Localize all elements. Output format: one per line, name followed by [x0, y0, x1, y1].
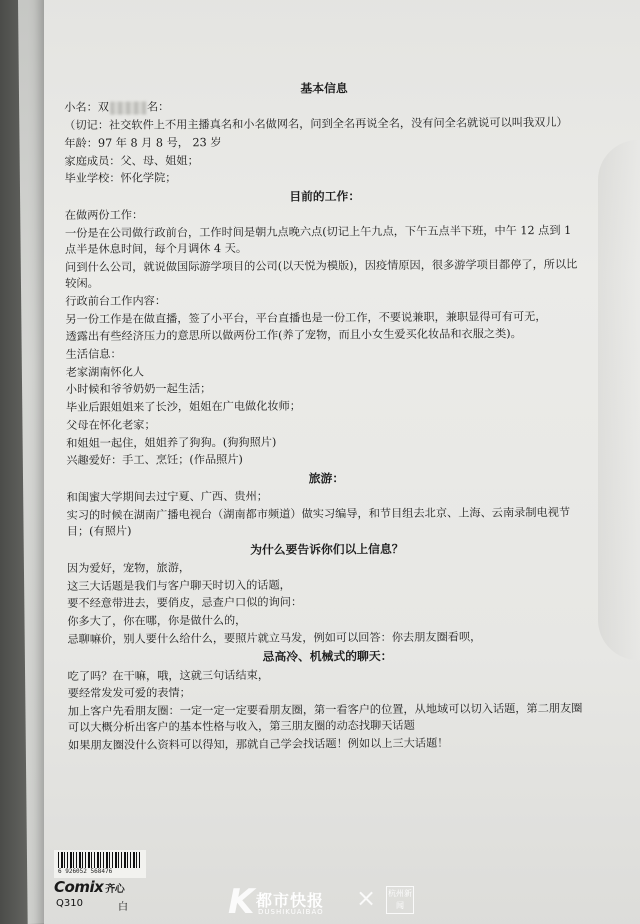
- section-heading: 忌高冷、机械式的聊天：: [262, 649, 393, 665]
- section-heading: 目前的工作：: [289, 188, 361, 204]
- body-line: 加上客户先看朋友圈：一定一定一定要看朋友圈，第一看客户的位置，从地域可以切入话题，第二朋友圈可以大概分析出客户的基本性格与收入，第三朋友圈的动态找聊天话题: [67, 701, 583, 735]
- barcode-label: [54, 850, 146, 878]
- body-line: 在做两份工作：: [64, 208, 144, 223]
- body-line: 和姐姐一起住，姐姐养了狗狗。(狗狗照片): [66, 435, 277, 450]
- body-line: 小名：双 名：: [64, 100, 170, 115]
- body-line: 吃了吗？在干嘛，哦，这就三句话结束，: [67, 668, 270, 683]
- body-line: 你多大了，你在哪，你是做什么的，: [67, 614, 247, 629]
- body-line: 生活信息：: [65, 347, 122, 362]
- body-line: 另一份工作是在做直播，签了小平台，平台直播也是一份工作，不要说兼职，兼职显得可有可无，: [65, 309, 547, 326]
- watermark-cross-icon: ×: [356, 884, 377, 912]
- body-line: 小时候和爷爷奶奶一起生活；: [65, 382, 212, 397]
- brand-name-cn: 齐心: [105, 884, 125, 895]
- section-heading: 基本信息: [300, 81, 348, 96]
- body-line: 毕业学校：怀化学院；: [64, 171, 177, 186]
- body-line: 兴趣爱好：手工、烹饪；(作品照片): [66, 453, 243, 468]
- document-body: [64, 77, 588, 755]
- body-line: 一份是在公司做行政前台，工作时间是朝九点晚六点(切记上午九点，下午五点半下班，中午 12 点到 1 点半是休息时间，每个月调休 4 天。: [64, 223, 572, 257]
- body-line: 忌聊嘛价，别人要什么给什么，要照片就立马发，例如可以回答：你去朋友圈看呗，: [67, 630, 482, 646]
- body-line: （切记：社交软件上不用主播真名和小名做网名，问到全名再说全名，没有问全名就说可以叫我双儿）: [64, 116, 568, 133]
- color-label: 白: [118, 902, 128, 913]
- body-line: 父母在怀化老家；: [66, 418, 156, 432]
- watermark-pinyin: DUSHIKUAIBAO: [258, 908, 324, 916]
- barcode-icon: [58, 852, 142, 868]
- watermark: [228, 882, 468, 922]
- section-heading: 旅游：: [308, 470, 345, 486]
- model-number: Q310: [56, 898, 83, 909]
- body-line: 这三大话题是我们与客户聊天时切入的话题，: [67, 578, 291, 593]
- body-line: 毕业后跟姐姐来了长沙，姐姐在广电做化妆师；: [65, 399, 301, 415]
- barcode-number: 6 926052 568476: [58, 868, 113, 875]
- body-line: 要经常发发可爱的表情；: [67, 686, 191, 701]
- body-line: 老家湖南怀化人: [65, 365, 145, 379]
- body-line: 因为爱好，宠物，旅游，: [66, 561, 191, 576]
- brand-name: Comix: [54, 878, 104, 896]
- redaction-blur: [110, 101, 146, 114]
- watermark-partner: 杭州新闻: [386, 886, 414, 914]
- section-heading: 为什么要告诉你们以上信息？: [250, 541, 404, 557]
- watermark-logo-icon: K: [228, 882, 255, 922]
- body-line: 如果朋友圈没什么资料可以得知，那就自己学会找话题！例如以上三大话题！: [68, 736, 449, 753]
- brand-logo: [54, 878, 124, 896]
- body-line: 要不经意带进去，要俏皮，忌查户口似的询问：: [67, 595, 303, 611]
- body-line: 家庭成员：父、母、姐姐；: [64, 153, 199, 168]
- body-line: 行政前台工作内容：: [65, 294, 167, 308]
- body-line: 实习的时候在湖南广播电视台（湖南都市频道）做实习编导，和节目组去北京、上海、云南录制电视节目；(有照片): [66, 505, 571, 539]
- body-line: 和闺蜜大学期间去过宁夏、广西、贵州；: [66, 489, 268, 505]
- body-line: 透露出有些经济压力的意思所以做两份工作(养了宠物，而且小女生爱买化妆品和衣服之类)。: [65, 327, 522, 344]
- watermark-name: 都市快报: [256, 891, 325, 910]
- body-line: 年龄：97 年 8 月 8 号， 23 岁: [64, 135, 222, 150]
- paper-curl-shadow: [598, 140, 640, 660]
- body-line: 问到什么公司，就说做国际游学项目的公司(以天悦为模版)，因疫情原因，很多游学项目都停了，所以比较闲。: [65, 257, 578, 291]
